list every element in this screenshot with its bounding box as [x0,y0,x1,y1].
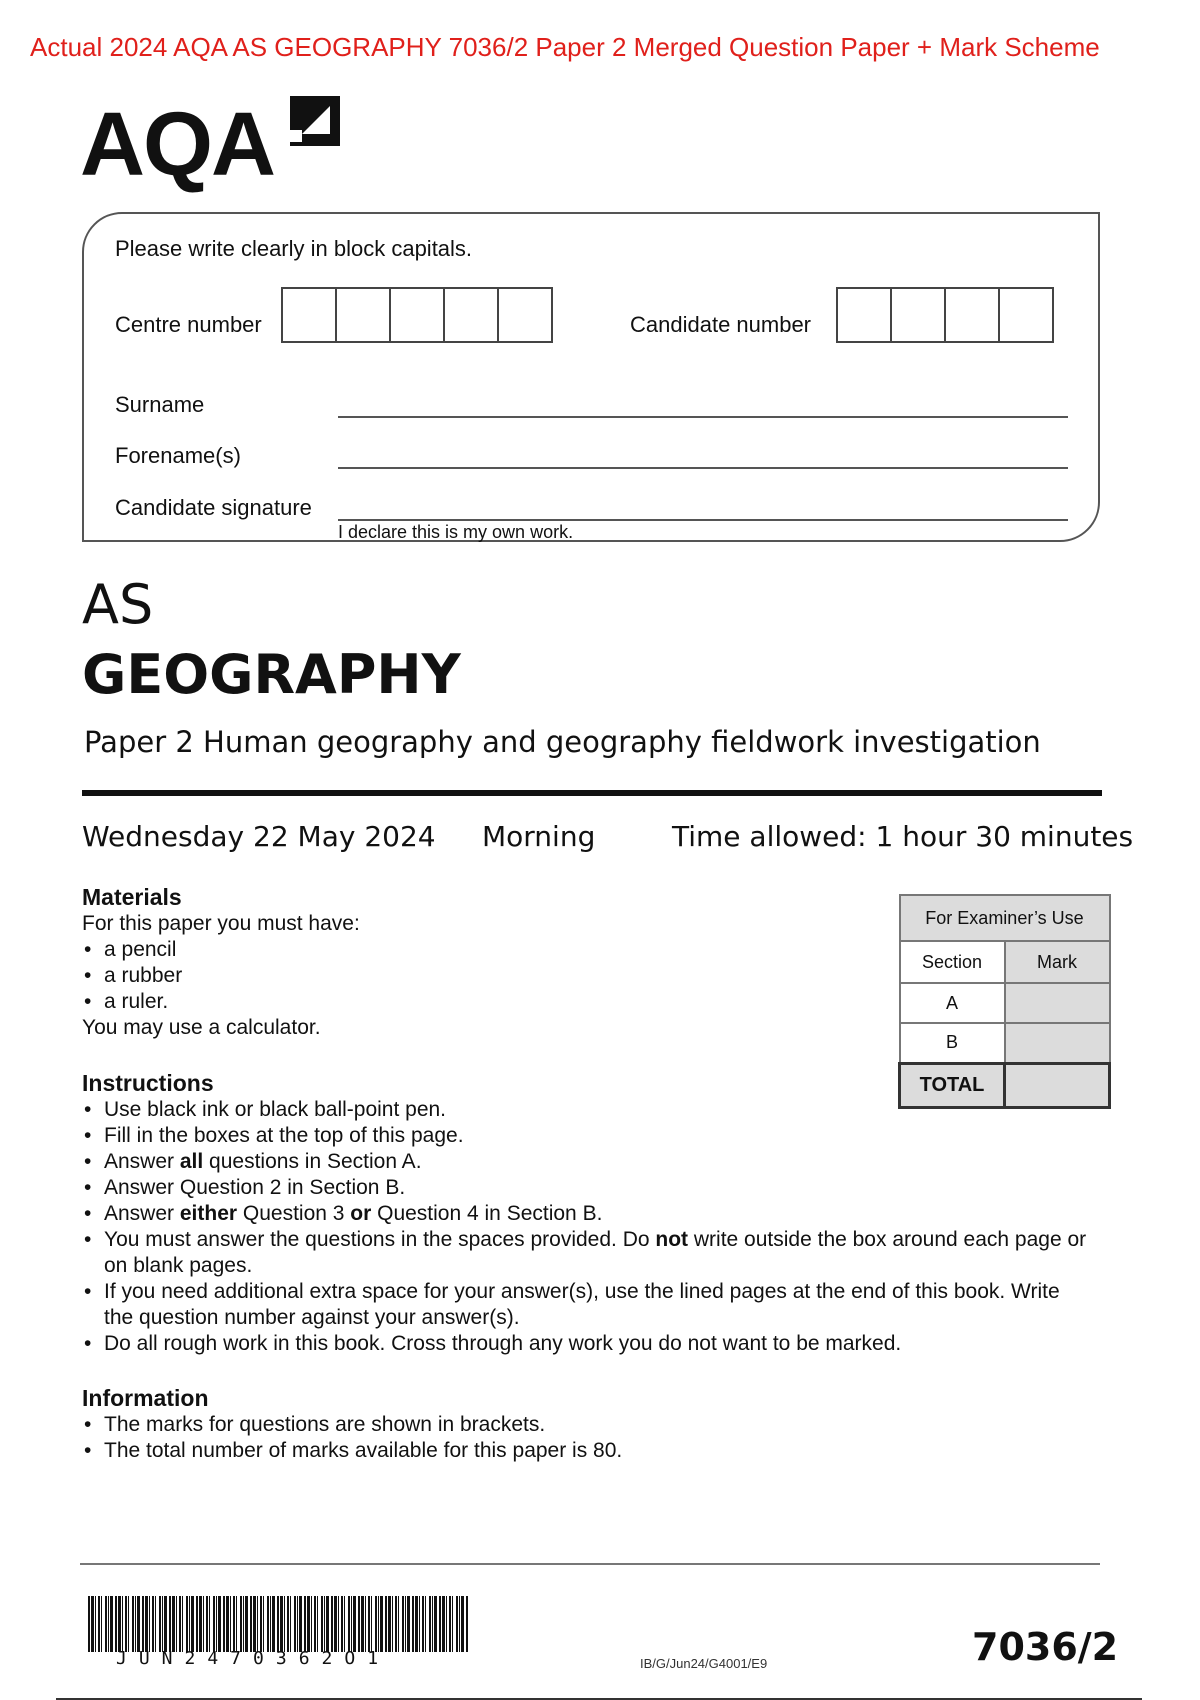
signature-line[interactable] [338,519,1068,521]
candidate-digit-box[interactable] [836,287,892,343]
subject-title: GEOGRAPHY [82,643,461,706]
information-section [82,1385,1092,1464]
instructions-list [82,1097,1092,1357]
exam-date: Wednesday 22 May 2024 [82,820,436,853]
list-item: • Do all rough work in this book. Cross through any work you do not want to be marked. [82,1331,1092,1357]
materials-title: Materials [82,884,182,910]
forenames-label: Forename(s) [115,443,241,468]
list-item: • a ruler. [82,989,842,1015]
qualification-level: AS [82,573,154,636]
materials-intro: For this paper you must have: [82,912,360,935]
surname-line[interactable] [338,416,1068,418]
instructions-section [82,1070,1092,1357]
list-item: • You must answer the questions in the spaces provided. Do not write outside the box around each page or on blank pages. [82,1227,1092,1279]
information-list [82,1412,1092,1464]
centre-number-field[interactable] [281,287,551,343]
candidate-digit-box[interactable] [890,287,946,343]
aqa-logo-text: AQA [80,95,274,195]
centre-digit-box[interactable] [443,287,499,343]
aqa-logo-icon [284,90,342,150]
list-item: • The marks for questions are shown in brackets. [82,1412,1092,1438]
document-banner-title: Actual 2024 AQA AS GEOGRAPHY 7036/2 Paper 2 Merged Question Paper + Mark Scheme [30,32,1100,62]
list-item: • If you need additional extra space for your answer(s), use the lined pages at the end of this book. Write the question number against your answer(s). [82,1279,1092,1331]
instructions-title: Instructions [82,1070,214,1096]
list-item: • Fill in the boxes at the top of this page. [82,1123,1092,1149]
centre-digit-box[interactable] [335,287,391,343]
materials-list [82,937,842,1015]
footer-divider [80,1563,1100,1565]
exam-session: Morning [482,820,596,853]
candidate-number-field[interactable] [836,287,1052,343]
section-a-cell: A [900,983,1005,1023]
centre-number-label: Centre number [115,312,262,337]
mark-column-header: Mark [1005,941,1110,983]
candidate-digit-box[interactable] [998,287,1054,343]
forenames-line[interactable] [338,467,1068,469]
candidate-digit-box[interactable] [944,287,1000,343]
list-item: • Answer Question 2 in Section B. [82,1175,1092,1201]
barcode-icon [88,1596,470,1652]
calculator-note: You may use a calculator. [82,1016,321,1039]
information-title: Information [82,1385,209,1411]
centre-digit-box[interactable] [281,287,337,343]
centre-digit-box[interactable] [497,287,553,343]
paper-code: 7036/2 [972,1625,1119,1669]
list-item: • a rubber [82,963,842,989]
declaration-text: I declare this is my own work. [338,522,574,542]
section-column-header: Section [900,941,1005,983]
time-allowed: Time allowed: 1 hour 30 minutes [672,820,1134,853]
list-item: • Answer all questions in Section A. [82,1149,1092,1175]
total-cell: TOTAL [900,1063,1005,1107]
block-capitals-instruction: Please write clearly in block capitals. [115,236,473,261]
mark-cell [1005,983,1110,1023]
list-item: • a pencil [82,937,842,963]
list-item: • Use black ink or black ball-point pen. [82,1097,1092,1123]
centre-digit-box[interactable] [389,287,445,343]
paper-title: Paper 2 Human geography and geography fieldwork investigation [84,725,1041,759]
section-b-cell: B [900,1023,1005,1063]
heading-divider [82,790,1102,796]
candidate-number-label: Candidate number [630,312,812,337]
list-item: • Answer either Question 3 or Question 4 in Section B. [82,1201,1092,1227]
paper-reference: IB/G/Jun24/G4001/E9 [640,1656,768,1671]
examiner-table-title: For Examiner’s Use [900,895,1110,941]
mark-cell [1005,1023,1110,1063]
surname-label: Surname [115,392,205,417]
barcode-digits: JUN2470362O1 [116,1648,391,1669]
materials-section [82,884,842,1041]
signature-label: Candidate signature [115,495,312,520]
list-item: • The total number of marks available for this paper is 80. [82,1438,1092,1464]
